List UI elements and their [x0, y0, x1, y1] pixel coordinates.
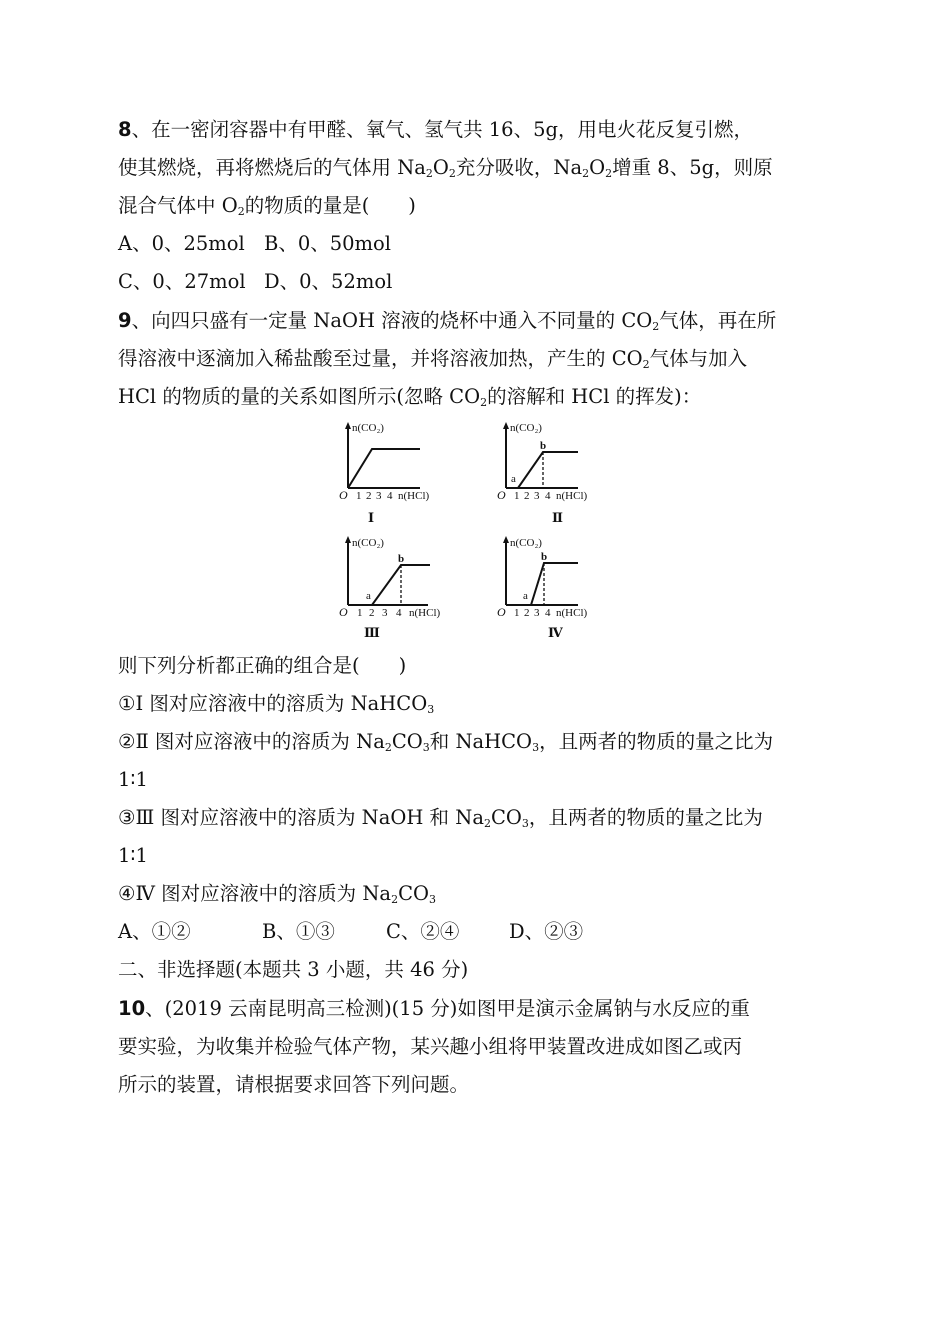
q8-text-2i: 增重 8、5g，则原	[612, 156, 773, 179]
sub: 3	[428, 893, 436, 906]
tick-label: 3	[376, 490, 382, 502]
sub: 2	[384, 741, 392, 754]
graph-2-svg	[488, 418, 628, 530]
q9-s3-text-a: ③Ⅲ 图对应溶液中的溶质为 NaOH 和 Na	[118, 806, 484, 829]
y-axis-arrow	[345, 422, 351, 429]
q9-option-d: D、②③	[509, 920, 584, 943]
graph-2	[488, 418, 628, 534]
q8-text-2a: 使其燃烧，再将燃烧后的气体用 Na	[118, 156, 426, 179]
q10-line-2: 要实验，为收集并检验气体产物，某兴趣小组将甲装置改进成如图乙或丙	[118, 1035, 743, 1058]
q9-statement-2-ratio: 1∶1	[118, 768, 148, 791]
graph-4	[488, 530, 628, 646]
graph-3-svg	[330, 530, 470, 642]
sub: 2	[642, 358, 650, 371]
tick-label: 1	[356, 490, 362, 502]
tick-label: 2	[369, 607, 375, 619]
graph-line	[348, 449, 420, 488]
q9-text-1a: 、向四只盛有一定量 NaOH 溶液的烧杯中通入不同量的 CO	[131, 309, 653, 332]
sub: 2	[480, 396, 488, 409]
q8-text-3a: 混合气体中 O	[118, 194, 238, 217]
q9-s2-text-g: ，且两者的物质的量之比为	[539, 730, 774, 753]
q8-line-2	[118, 156, 773, 180]
sub: 2	[582, 167, 590, 180]
x-axis-label: n(HCl)	[409, 607, 441, 619]
graph-1	[330, 418, 470, 534]
q8-text-1: 、在一密闭容器中有甲醛、氧气、氢气共 16、5g，用电火花反复引燃，	[131, 118, 753, 141]
q8-line-3	[118, 194, 416, 218]
tick-label: 2	[524, 490, 530, 502]
q8-text-2e: 充分吸收，Na	[455, 156, 583, 179]
q10-line-1	[118, 997, 750, 1021]
q9-statement-3	[118, 806, 763, 830]
q9-statement-1	[118, 692, 434, 716]
graph-line	[348, 565, 430, 605]
sub: 2	[391, 893, 399, 906]
section-heading: 二、非选择题(本题共 3 小题，共 46 分)	[118, 958, 469, 981]
point-b-label: b	[540, 440, 547, 452]
q9-s2-text-c: CO	[391, 730, 423, 753]
y-axis-arrow	[503, 422, 509, 429]
q9-s1-text: ①Ⅰ 图对应溶液中的溶质为 NaHCO	[118, 692, 428, 715]
q9-text-3c: 的溶解和 HCl 的挥发)：	[487, 385, 702, 408]
q8-line-1	[118, 118, 753, 142]
sub: 3	[422, 741, 430, 754]
sub: 3	[427, 703, 435, 716]
q8-number: 8	[118, 118, 132, 141]
graph-line	[506, 452, 578, 488]
x-axis-label: n(HCl)	[398, 490, 430, 502]
tick-label: 1	[357, 607, 363, 619]
q8-option-a: A、0、25mol	[118, 232, 245, 255]
y-axis-label: n(CO₂)	[352, 422, 384, 434]
sub: 3	[521, 817, 529, 830]
tick-label: 2	[524, 607, 530, 619]
q9-statement-3-ratio: 1∶1	[118, 844, 148, 867]
q9-ask: 则下列分析都正确的组合是( )	[118, 654, 407, 677]
q8-option-d: D、0、52mol	[264, 270, 393, 293]
q9-statement-2	[118, 730, 773, 754]
graph-label: Ⅰ	[368, 510, 375, 525]
graph-label: Ⅱ	[552, 510, 563, 525]
q8-option-c: C、0、27mol	[118, 270, 246, 293]
q9-line-3	[118, 385, 701, 409]
q9-text-2c: 气体与加入	[649, 347, 748, 370]
q10-line-3: 所示的装置，请根据要求回答下列问题。	[118, 1073, 470, 1096]
y-axis-arrow	[345, 536, 351, 543]
tick-label: 2	[366, 490, 372, 502]
q8-option-b: B、0、50mol	[264, 232, 392, 255]
tick-label: 4	[396, 607, 402, 619]
graph-4-svg	[488, 530, 628, 642]
point-a-label: a	[366, 590, 371, 602]
origin-label: O	[339, 605, 348, 619]
x-axis-label: n(HCl)	[556, 490, 588, 502]
sub: 3	[532, 741, 540, 754]
q9-s4-text-c: CO	[398, 882, 429, 905]
sub: 2	[237, 205, 245, 218]
graph-label: Ⅳ	[548, 625, 563, 640]
sub: 2	[425, 167, 433, 180]
q9-option-b: B、①③	[262, 920, 335, 943]
q9-s2-text-a: ②Ⅱ 图对应溶液中的溶质为 Na	[118, 730, 385, 753]
origin-label: O	[497, 605, 506, 619]
q9-s4-text-a: ④Ⅳ 图对应溶液中的溶质为 Na	[118, 882, 392, 905]
sub: 2	[652, 320, 660, 333]
q8-text-2g: O	[589, 156, 606, 179]
q8-text-2c: O	[432, 156, 449, 179]
q9-text-3a: HCl 的物质的量的关系如图所示(忽略 CO	[118, 385, 481, 408]
graph-1-svg	[330, 418, 470, 530]
q9-option-a: A、①②	[118, 920, 191, 943]
tick-label: 1	[514, 607, 520, 619]
q9-text-2a: 得溶液中逐滴加入稀盐酸至过量，并将溶液加热，产生的 CO	[118, 347, 643, 370]
q10-number: 10	[118, 997, 146, 1020]
q9-line-2	[118, 347, 747, 371]
q8-text-3c: 的物质的量是( )	[244, 194, 416, 217]
q9-text-1c: 气体，再在所	[659, 309, 777, 332]
origin-label: O	[497, 488, 506, 502]
origin-label: O	[339, 488, 348, 502]
sub: 2	[448, 167, 456, 180]
point-b-label: b	[398, 553, 405, 565]
q9-s3-text-c: CO	[490, 806, 522, 829]
tick-label: 3	[534, 490, 540, 502]
q9-option-c: C、②④	[386, 920, 460, 943]
q10-text-1: 、(2019 云南昆明高三检测)(15 分)如图甲是演示金属钠与水反应的重	[145, 997, 750, 1020]
sub: 2	[605, 167, 613, 180]
point-a-label: a	[523, 590, 528, 602]
y-axis-arrow	[503, 536, 509, 543]
q9-s3-text-e: ，且两者的物质的量之比为	[528, 806, 763, 829]
sub: 2	[483, 817, 491, 830]
y-axis-label: n(CO₂)	[510, 537, 542, 549]
tick-label: 4	[545, 490, 551, 502]
point-b-label: b	[541, 551, 548, 563]
graph-line	[506, 563, 578, 605]
x-axis-label: n(HCl)	[556, 607, 588, 619]
q9-statement-4	[118, 882, 436, 906]
q9-number: 9	[118, 309, 132, 332]
q9-s2-text-e: 和 NaHCO	[429, 730, 533, 753]
tick-label: 1	[514, 490, 520, 502]
tick-label: 3	[382, 607, 388, 619]
graph-label: Ⅲ	[364, 625, 380, 640]
y-axis-label: n(CO₂)	[352, 537, 384, 549]
tick-label: 4	[387, 490, 393, 502]
q9-line-1	[118, 309, 776, 333]
point-a-label: a	[511, 473, 516, 485]
graph-3	[330, 530, 470, 646]
tick-label: 4	[545, 607, 551, 619]
tick-label: 3	[534, 607, 540, 619]
y-axis-label: n(CO₂)	[510, 422, 542, 434]
